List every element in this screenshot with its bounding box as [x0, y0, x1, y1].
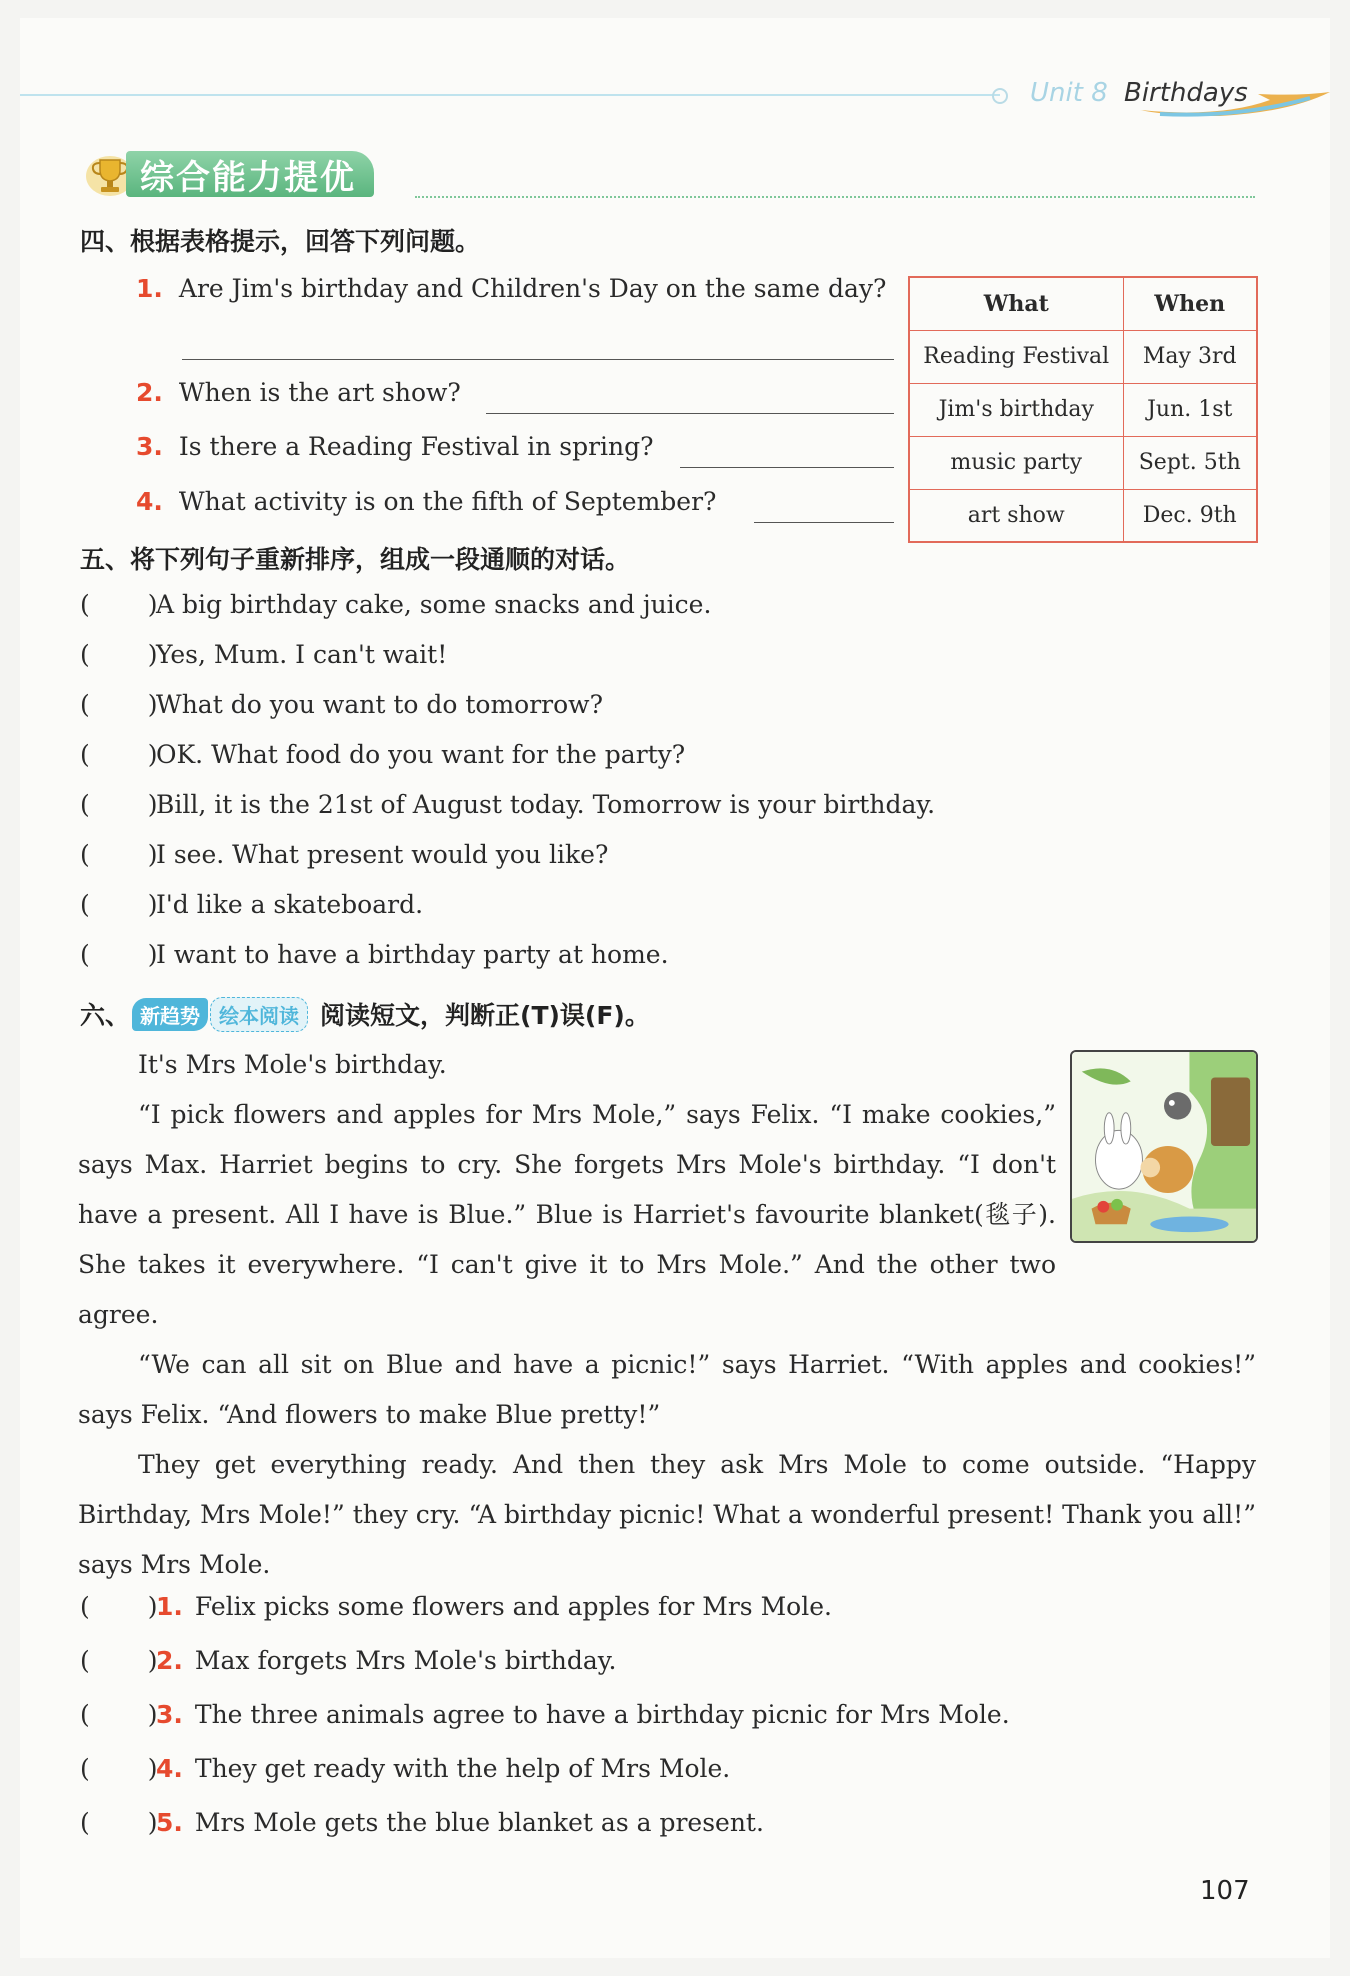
answer-bracket[interactable]: ( ) — [80, 690, 158, 719]
section6-prefix: 六、 — [80, 1001, 131, 1030]
section6-heading — [80, 996, 650, 1032]
passage-title-line: It's Mrs Mole's birthday. — [138, 1050, 447, 1079]
sentence-text: Bill, it is the 21st of August today. Tomorrow is your birthday. — [156, 790, 936, 819]
question-2 — [136, 378, 461, 407]
section4-heading: 四、根据表格提示，回答下列问题。 — [80, 227, 481, 256]
statement-text: Felix picks some flowers and apples for Mrs Mole. — [194, 1592, 832, 1621]
sentence-text: What do you want to do tomorrow? — [156, 690, 603, 719]
statement-5: ( )5. Mrs Mole gets the blue blanket as a present. — [80, 1808, 764, 1837]
table-cell: Jun. 1st — [1123, 383, 1257, 436]
answer-bracket[interactable]: ( ) — [80, 890, 158, 919]
question-text: Are Jim's birthday and Children's Day on the same day? — [178, 274, 887, 303]
question-number: 4. — [136, 487, 163, 516]
question-4 — [136, 487, 716, 516]
table-row — [909, 330, 1257, 383]
sentence-text: A big birthday cake, some snacks and juice. — [156, 590, 712, 619]
answer-bracket[interactable]: ( ) — [80, 1754, 158, 1783]
statement-4: ( )4. They get ready with the help of Mrs Mole. — [80, 1754, 731, 1783]
answer-bracket[interactable]: ( ) — [80, 1646, 158, 1675]
table-row — [909, 436, 1257, 489]
passage-paragraph-3: They get everything ready. And then they ask Mrs Mole to come outside. “Happy Birthday, Mrs Mole!” they cry. “A birthday picnic! What a wonderful present! Thank you all!” says Mrs Mole. — [78, 1450, 1256, 1579]
passage-paragraph-2: “We can all sit on Blue and have a picnic!” says Harriet. “With apples and cookies!” says Felix. “And flowers to make Blue pretty!” — [78, 1350, 1256, 1429]
answer-bracket[interactable]: ( ) — [80, 790, 158, 819]
answer-bracket[interactable]: ( ) — [80, 590, 158, 619]
section6-instruction: 阅读短文，判断正(T)误(F)。 — [320, 1001, 650, 1030]
question-text: When is the art show? — [178, 378, 461, 407]
banner-rule — [415, 196, 1255, 198]
table-cell: Reading Festival — [909, 330, 1123, 383]
answer-blank-3[interactable] — [680, 466, 894, 468]
table-header-row — [909, 277, 1257, 330]
question-1 — [136, 274, 886, 303]
order-item — [80, 690, 603, 719]
statement-2: ( )2. Max forgets Mrs Mole's birthday. — [80, 1646, 617, 1675]
order-item — [80, 740, 685, 769]
order-item — [80, 590, 711, 619]
passage-text-1: “I pick flowers and apples for Mrs Mole,” says Felix. “I make cookies,” says Max. Harriet begins to cry. She forgets Mrs Mole's birthday. “I don't have a present. All I have is Blue.” Blue is Harriet's favourite blanket(毯子). She takes it everywhere. “I can't give it to Mrs Mole.” And the other two agree. — [78, 1100, 1056, 1329]
question-3 — [136, 432, 654, 461]
question-number: 3. — [136, 432, 163, 461]
question-text: Is there a Reading Festival in spring? — [178, 432, 654, 461]
sentence-text: I see. What present would you like? — [156, 840, 609, 869]
info-table — [908, 276, 1258, 543]
new-trend-badge: 新趋势 — [132, 998, 208, 1031]
swoosh-icon — [1140, 92, 1330, 118]
statement-text: Max forgets Mrs Mole's birthday. — [194, 1646, 617, 1675]
answer-blank-2[interactable] — [486, 412, 894, 414]
question-number: 2. — [136, 378, 163, 407]
table-row — [909, 489, 1257, 542]
table-header-what: What — [909, 277, 1123, 330]
answer-blank-4[interactable] — [754, 521, 894, 523]
question-number: 1. — [136, 274, 163, 303]
answer-bracket[interactable]: ( ) — [80, 1592, 158, 1621]
statement-text: They get ready with the help of Mrs Mole. — [194, 1754, 731, 1783]
unit-label: Unit 8 — [1030, 78, 1108, 108]
answer-bracket[interactable]: ( ) — [80, 740, 158, 769]
mole-picnic-illustration — [1070, 1050, 1258, 1243]
answer-bracket[interactable]: ( ) — [80, 1808, 158, 1837]
page-number: 107 — [1200, 1876, 1250, 1906]
answer-bracket[interactable]: ( ) — [80, 940, 158, 969]
order-item — [80, 890, 423, 919]
statement-text: The three animals agree to have a birthday picnic for Mrs Mole. — [194, 1700, 1010, 1729]
sentence-text: I want to have a birthday party at home. — [156, 940, 669, 969]
order-item — [80, 790, 935, 819]
statement-1: ( )1. Felix picks some flowers and apples for Mrs Mole. — [80, 1592, 832, 1621]
order-item — [80, 840, 608, 869]
table-cell: May 3rd — [1123, 330, 1257, 383]
table-cell: Dec. 9th — [1123, 489, 1257, 542]
sentence-text: Yes, Mum. I can't wait! — [156, 640, 448, 669]
section-banner — [84, 150, 374, 198]
table-cell: art show — [909, 489, 1123, 542]
table-cell: music party — [909, 436, 1123, 489]
answer-bracket[interactable]: ( ) — [80, 1700, 158, 1729]
banner-title: 综合能力提优 — [126, 151, 374, 197]
unit-title: Birthdays — [1124, 78, 1248, 108]
statement-3: ( )3. The three animals agree to have a birthday picnic for Mrs Mole. — [80, 1700, 1010, 1729]
table-header-when: When — [1123, 277, 1257, 330]
table-cell: Sept. 5th — [1123, 436, 1257, 489]
answer-bracket[interactable]: ( ) — [80, 640, 158, 669]
section5-heading: 五、将下列句子重新排序，组成一段通顺的对话。 — [80, 545, 631, 574]
question-text: What activity is on the fifth of September? — [178, 487, 717, 516]
order-item — [80, 640, 447, 669]
answer-blank-1[interactable] — [182, 358, 894, 360]
statement-text: Mrs Mole gets the blue blanket as a present. — [194, 1808, 764, 1837]
sentence-text: I'd like a skateboard. — [156, 890, 424, 919]
picture-book-badge: 绘本阅读 — [210, 997, 308, 1032]
table-cell: Jim's birthday — [909, 383, 1123, 436]
header-rule — [20, 94, 1000, 96]
sentence-text: OK. What food do you want for the party? — [156, 740, 686, 769]
header-dot-icon — [992, 88, 1008, 104]
answer-bracket[interactable]: ( ) — [80, 840, 158, 869]
order-item — [80, 940, 669, 969]
table-row — [909, 383, 1257, 436]
